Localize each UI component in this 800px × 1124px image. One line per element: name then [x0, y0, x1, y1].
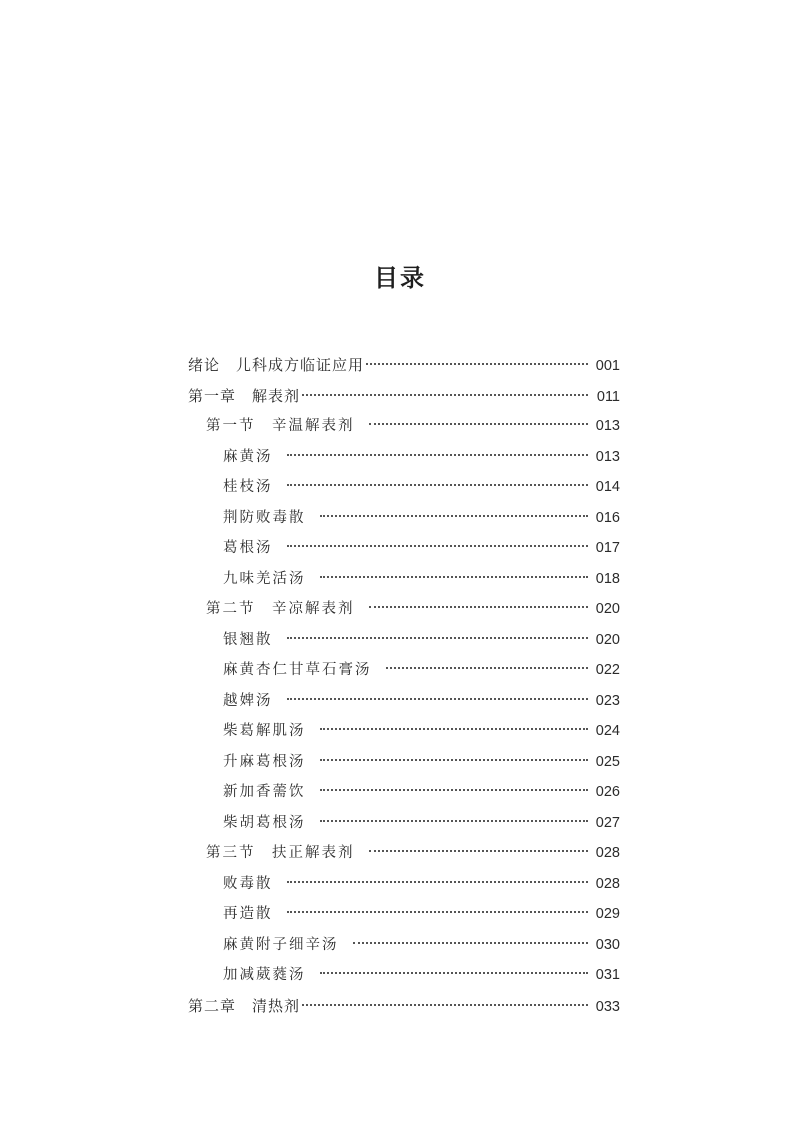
toc-page-number: 020: [595, 631, 620, 648]
toc-item-entry[interactable]: [188, 533, 620, 564]
toc-entry-label: 越婢汤: [223, 692, 273, 709]
toc-page-number: 028: [595, 875, 620, 892]
toc-item-entry[interactable]: [188, 686, 620, 717]
toc-item-entry[interactable]: [188, 472, 620, 503]
toc-item-entry[interactable]: [188, 960, 620, 991]
toc-entry-label: 第三节 扶正解表剂: [206, 845, 355, 861]
toc-page-number: 001: [595, 358, 620, 374]
toc-page-number: 011: [596, 388, 620, 405]
toc-entry-label: 麻黄附子细辛汤: [223, 936, 339, 953]
toc-page-number: 018: [595, 570, 620, 587]
dot-leader: [366, 363, 588, 365]
toc-chapter-entry[interactable]: [188, 991, 620, 1022]
toc-page-number: 026: [595, 784, 620, 800]
toc-item-entry[interactable]: [188, 869, 620, 900]
toc-page-number: 029: [595, 906, 620, 922]
dot-leader: [287, 637, 589, 639]
toc-entry-label: 败毒散: [223, 875, 273, 892]
toc-entry-label: 第二章 清热剂: [188, 996, 301, 1015]
toc-page-number: 013: [595, 448, 620, 465]
toc-entry-label: 荆防败毒散: [223, 509, 306, 526]
dot-leader: [386, 667, 589, 669]
dot-leader: [287, 911, 589, 913]
toc-item-entry[interactable]: [188, 899, 620, 930]
dot-leader: [369, 606, 589, 608]
toc-page-number: 014: [595, 479, 620, 495]
dot-leader: [320, 728, 589, 730]
dot-leader: [287, 698, 589, 700]
toc-entry-label: 柴葛解肌汤: [223, 723, 306, 739]
toc-page-number: 028: [595, 845, 620, 861]
toc-entry-label: 第一节 辛温解表剂: [206, 418, 355, 434]
toc-item-entry[interactable]: [188, 442, 620, 473]
dot-leader: [287, 881, 589, 883]
toc-entry-label: 九味羌活汤: [223, 570, 306, 587]
toc-entry-label: 麻黄杏仁甘草石膏汤: [223, 662, 372, 678]
dot-leader: [320, 972, 589, 974]
toc-entry-label: 柴胡葛根汤: [223, 814, 306, 831]
toc-section-entry[interactable]: [188, 838, 620, 869]
toc-entry-label: 第二节 辛凉解表剂: [206, 601, 355, 617]
table-of-contents: [188, 350, 620, 1021]
toc-section-entry[interactable]: [188, 411, 620, 442]
toc-entry-label: 第一章 解表剂: [188, 386, 301, 405]
toc-entry-label: 绪论 儿科成方临证应用: [188, 356, 365, 374]
toc-item-entry[interactable]: [188, 716, 620, 747]
toc-page-number: 024: [595, 723, 620, 739]
toc-page-number: 023: [595, 692, 620, 709]
dot-leader: [369, 850, 589, 852]
toc-item-entry[interactable]: [188, 808, 620, 839]
toc-chapter-entry[interactable]: [188, 381, 620, 412]
toc-entry-label: 再造散: [223, 906, 273, 922]
toc-page-number: 016: [595, 509, 620, 526]
dot-leader: [320, 820, 589, 822]
dot-leader: [320, 759, 589, 761]
toc-entry-label: 麻黄汤: [223, 448, 273, 465]
toc-section-entry[interactable]: [188, 594, 620, 625]
toc-item-entry[interactable]: [188, 747, 620, 778]
toc-page-number: 033: [595, 998, 620, 1015]
toc-entry-label: 桂枝汤: [223, 479, 273, 495]
toc-page-number: 027: [595, 814, 620, 831]
toc-page-number: 031: [595, 967, 620, 983]
toc-item-entry[interactable]: [188, 930, 620, 961]
toc-item-entry[interactable]: [188, 655, 620, 686]
toc-chapter-entry[interactable]: [188, 350, 620, 381]
dot-leader: [353, 942, 589, 944]
dot-leader: [369, 423, 589, 425]
toc-entry-label: 葛根汤: [223, 540, 273, 556]
dot-leader: [320, 515, 589, 517]
dot-leader: [320, 576, 589, 578]
toc-entry-label: 新加香薷饮: [223, 784, 306, 800]
toc-item-entry[interactable]: [188, 777, 620, 808]
toc-entry-label: 升麻葛根汤: [223, 753, 306, 770]
toc-item-entry[interactable]: [188, 564, 620, 595]
toc-item-entry[interactable]: [188, 625, 620, 656]
dot-leader: [287, 454, 589, 456]
toc-page-number: 017: [595, 540, 620, 556]
dot-leader: [302, 1004, 588, 1006]
page-title: 目录: [374, 264, 426, 292]
dot-leader: [287, 545, 589, 547]
toc-item-entry[interactable]: [188, 503, 620, 534]
dot-leader: [287, 484, 589, 486]
dot-leader: [302, 394, 588, 396]
toc-page-number: 020: [595, 601, 620, 617]
toc-entry-label: 加减葳蕤汤: [223, 967, 306, 983]
toc-page-number: 013: [595, 418, 620, 434]
toc-entry-label: 银翘散: [223, 631, 273, 648]
toc-page-number: 030: [595, 936, 620, 953]
toc-page-number: 025: [595, 753, 620, 770]
toc-page-number: 022: [595, 662, 620, 678]
dot-leader: [320, 789, 589, 791]
